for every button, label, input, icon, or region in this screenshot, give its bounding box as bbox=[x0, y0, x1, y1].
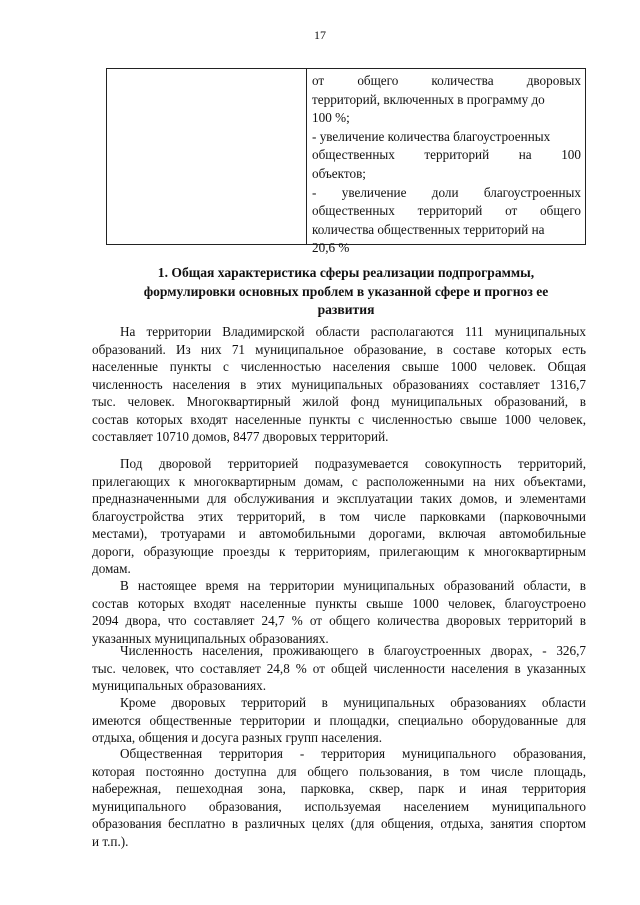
table-line: количества общественных территорий на bbox=[312, 221, 545, 237]
heading-line: развития bbox=[317, 302, 375, 317]
table-line: 100 %; bbox=[312, 110, 350, 126]
text-line: благоустройства этих территорий, в том числе парковками (парковочными bbox=[92, 508, 586, 524]
text-line: Общественная территория - территория муниципального образования, bbox=[120, 746, 586, 761]
text-line: которая постоянно доступна для общего пользования, в том числе площадь, bbox=[92, 763, 586, 779]
text-line: набережная, пешеходная зона, парковка, сквер, парк и иная территория bbox=[92, 781, 586, 797]
text-line: Численность населения, проживающего в благоустроенных дворах, - 326,7 bbox=[120, 643, 586, 658]
text-line: населенные пункты с численностью населения свыше 1000 человек. Общая bbox=[92, 359, 586, 375]
text-line: Кроме дворовых территорий в муниципальных образованиях области bbox=[120, 695, 586, 710]
text-line: тыс. человек, что составляет 24,8 % от общей численности населения в указанных bbox=[92, 660, 586, 676]
text-line: 2094 двора, что составляет 24,7 % от общего количества дворовых территорий в bbox=[92, 613, 586, 629]
text-line: составляет 10710 домов, 8477 дворовых территорий. bbox=[92, 429, 389, 445]
text-line: муниципальных образованиях. bbox=[92, 678, 267, 694]
text-line: состав которых входят населенные пункты свыше 1000 человек, благоустроено bbox=[92, 595, 586, 611]
text-line: домам. bbox=[92, 561, 131, 577]
paragraph bbox=[92, 694, 586, 747]
paragraph bbox=[92, 642, 586, 695]
text-line: тыс. человек. Многоквартирный жилой фонд муниципальных образований, в bbox=[92, 394, 586, 410]
table-line: - увеличение доли благоустроенных bbox=[312, 184, 581, 200]
table-line: объектов; bbox=[312, 165, 366, 181]
section-heading bbox=[106, 264, 586, 320]
paragraph bbox=[92, 577, 586, 647]
text-line: прилегающих к многоквартирным домам, с расположенными на них объектами, bbox=[92, 473, 586, 489]
table-column-divider bbox=[306, 69, 307, 244]
table-line: от общего количества дворовых bbox=[312, 73, 581, 88]
page-number: 17 bbox=[314, 28, 326, 42]
table-line: общественных территорий от общего bbox=[312, 203, 581, 219]
text-line: предназначенными для обслуживания и эксплуатации таких домов, и элементами bbox=[92, 491, 586, 507]
text-line: образований. Из них 71 муниципальное образование, в составе которых есть bbox=[92, 341, 586, 357]
table-right-cell bbox=[312, 72, 581, 258]
text-line: образования бесплатно в различных целях (для общения, отдыха, занятия спортом bbox=[92, 816, 586, 832]
paragraph bbox=[92, 455, 586, 578]
text-line: В настоящее время на территории муниципальных образований области, в bbox=[120, 578, 586, 593]
text-line: муниципального образования, используемая населением муниципального bbox=[92, 798, 586, 814]
text-line: указанных муниципальных образованиях. bbox=[92, 630, 329, 646]
text-line: местами), тротуарами и автомобильными дорогами, включая автомобильные bbox=[92, 526, 586, 542]
table-line: 20,6 % bbox=[312, 240, 350, 256]
text-line: состав которых входят населенные пункты с численностью свыше 1000 человек, bbox=[92, 411, 586, 427]
text-line: и т.п.). bbox=[92, 833, 129, 849]
text-line: Под дворовой территорией подразумевается совокупность территорий, bbox=[120, 456, 586, 471]
table-line: общественных территорий на 100 bbox=[312, 147, 581, 163]
objectives-table bbox=[106, 68, 586, 256]
text-line: отдыха, общения и досуга разных групп населения. bbox=[92, 730, 383, 746]
paragraph bbox=[92, 323, 586, 446]
paragraph bbox=[92, 745, 586, 850]
table-line: - увеличение количества благоустроенных bbox=[312, 128, 551, 144]
text-line: имеются общественные территории и площадки, специально оборудованные для bbox=[92, 712, 586, 728]
heading-line: 1. Общая характеристика сферы реализации подпрограммы, bbox=[157, 265, 535, 280]
heading-line: формулировки основных проблем в указанной сфере и прогноз ее bbox=[143, 283, 549, 299]
text-line: дороги, образующие проезды к территориям, прилегающим к многоквартирным bbox=[92, 543, 586, 559]
table-line: территорий, включенных в программу до bbox=[312, 91, 545, 107]
text-line: численность населения в этих муниципальных образованиях составляет 1316,7 bbox=[92, 376, 586, 392]
text-line: На территории Владимирской области располагаются 111 муниципальных bbox=[120, 324, 586, 339]
